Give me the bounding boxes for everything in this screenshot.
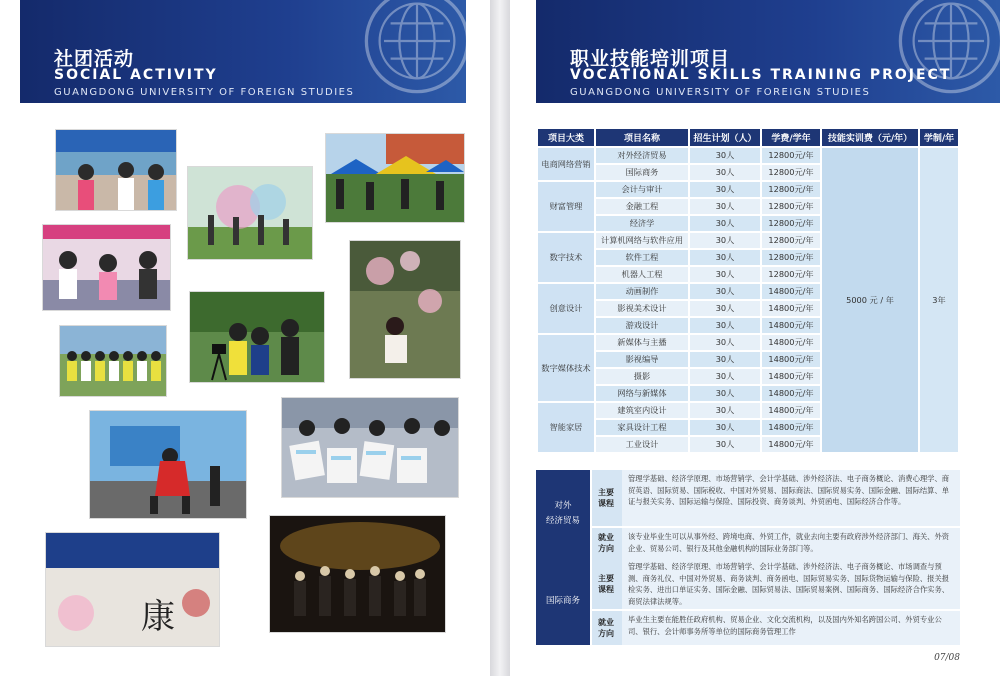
category-cell: 智能家居 (538, 403, 594, 452)
program-name-cell: 摄影 (596, 369, 688, 384)
career-row (592, 611, 960, 645)
table-body (538, 148, 958, 452)
tuition-cell: 14800元/年 (762, 352, 820, 367)
courses-row (592, 558, 960, 609)
left-page (0, 0, 490, 676)
career-row (592, 528, 960, 558)
header-duration: 学制/年 (920, 129, 958, 146)
tuition-cell: 14800元/年 (762, 437, 820, 452)
photo-placards (282, 398, 458, 497)
left-title-cn: 社团活动 (54, 48, 135, 70)
page-number: 07/08 (934, 653, 960, 663)
major-detail-block (536, 558, 960, 645)
program-name-cell: 游戏设计 (596, 318, 688, 333)
photo-handcraft (43, 225, 170, 310)
program-name-cell: 机器人工程 (596, 267, 688, 282)
header-program: 项目名称 (596, 129, 688, 146)
career-label: 就业 方向 (592, 611, 620, 645)
tuition-cell: 14800元/年 (762, 369, 820, 384)
photo-stage-dance (270, 516, 445, 632)
program-name-cell: 家具设计工程 (596, 420, 688, 435)
program-name-cell: 动画制作 (596, 284, 688, 299)
university-emblem-icon (896, 0, 1000, 96)
plan-cell: 30人 (690, 233, 760, 248)
tuition-cell: 12800元/年 (762, 233, 820, 248)
plan-cell: 30人 (690, 437, 760, 452)
plan-cell: 30人 (690, 403, 760, 418)
plan-cell: 30人 (690, 301, 760, 316)
courses-text: 管理学基础、经济学原理、市场营销学、会计学基础、涉外经济法、电子商务概论、消费心理学、商贸英语、国际贸易、国际税收、中国对外贸易、国际商法、国际贸易实务、国际金融、国际结算、单证与报关实务、国际运输与保险、国际投资、商务谈判、外贸函电、国际经济合作等。 (622, 470, 960, 526)
tuition-cell: 12800元/年 (762, 148, 820, 163)
plan-cell: 30人 (690, 182, 760, 197)
plan-cell: 30人 (690, 267, 760, 282)
category-cell: 财富管理 (538, 182, 594, 231)
program-name-cell: 经济学 (596, 216, 688, 231)
right-subtitle: GUANGDONG UNIVERSITY OF FOREIGN STUDIES (570, 87, 871, 98)
plan-cell: 30人 (690, 420, 760, 435)
major-detail-block (536, 470, 960, 558)
category-cell: 电商网络营销 (538, 148, 594, 180)
book-gutter (490, 0, 510, 676)
table-row (538, 148, 958, 163)
photo-blossom-tree (350, 241, 460, 378)
career-label: 就业 方向 (592, 528, 620, 558)
photo-calligraphy (46, 533, 219, 646)
plan-cell: 30人 (690, 284, 760, 299)
plan-cell: 30人 (690, 352, 760, 367)
plan-cell: 30人 (690, 165, 760, 180)
program-name-cell: 工业设计 (596, 437, 688, 452)
plan-cell: 30人 (690, 335, 760, 350)
career-text: 毕业生主要在能胜任政府机构、贸易企业、文化交流机构，以及国内外知名跨国公司、外贸专业公司、银行、会计师事务所等单位的国际商务管理工作 (622, 611, 960, 645)
program-name-cell: 对外经济贸易 (596, 148, 688, 163)
right-page (510, 0, 1000, 676)
tuition-cell: 12800元/年 (762, 267, 820, 282)
photo-booth-team (56, 130, 176, 210)
plan-cell: 30人 (690, 318, 760, 333)
courses-text: 管理学基础、经济学原理、市场营销学、会计学基础、涉外经济法、电子商务概论、市场调查与预测、商务礼仪、中国对外贸易、商务谈判、商务函电、国际贸易实务、国际货物运输与保险、报关报检实务、进出口单证实务、国际金融、国际贸易法、国际贸易案例、国际商务、国际经济合作实务、商贸法律法规等。 (622, 558, 960, 609)
courses-label: 主要 课程 (592, 470, 620, 526)
plan-cell: 30人 (690, 250, 760, 265)
plan-cell: 30人 (690, 216, 760, 231)
left-banner (20, 0, 466, 103)
plan-cell: 30人 (690, 369, 760, 384)
training-fee-cell: 5000 元 / 年 (822, 148, 918, 452)
photo-color-run (188, 167, 312, 259)
header-fee: 技能实训费（元/年） (822, 129, 918, 146)
header-plan: 招生计划（人） (690, 129, 760, 146)
major-name: 国际商务 (536, 558, 590, 645)
tuition-cell: 12800元/年 (762, 250, 820, 265)
tuition-cell: 12800元/年 (762, 216, 820, 231)
plan-cell: 30人 (690, 148, 760, 163)
courses-label: 主要 课程 (592, 558, 620, 609)
photo-campus-stalls (326, 134, 464, 222)
photo-interview (190, 292, 324, 382)
program-name-cell: 新媒体与主播 (596, 335, 688, 350)
category-cell: 创意设计 (538, 284, 594, 333)
right-title-cn: 职业技能培训项目 (570, 48, 731, 70)
left-subtitle: GUANGDONG UNIVERSITY OF FOREIGN STUDIES (54, 87, 355, 98)
svg-text:康: 康 (141, 597, 175, 637)
program-name-cell: 网络与新媒体 (596, 386, 688, 401)
courses-row (592, 470, 960, 526)
tuition-cell: 14800元/年 (762, 318, 820, 333)
program-name-cell: 国际商务 (596, 165, 688, 180)
program-name-cell: 建筑室内设计 (596, 403, 688, 418)
program-name-cell: 软件工程 (596, 250, 688, 265)
tuition-cell: 14800元/年 (762, 284, 820, 299)
header-category: 项目大类 (538, 129, 594, 146)
program-name-cell: 影视美术设计 (596, 301, 688, 316)
table-header-row (538, 129, 958, 146)
program-name-cell: 会计与审计 (596, 182, 688, 197)
tuition-cell: 12800元/年 (762, 182, 820, 197)
tuition-cell: 14800元/年 (762, 420, 820, 435)
right-title-en: VOCATIONAL SKILLS TRAINING PROJECT (570, 67, 952, 83)
university-emblem-icon (362, 0, 466, 96)
photo-breakdance (90, 411, 246, 518)
header-tuition: 学费/学年 (762, 129, 820, 146)
program-name-cell: 计算机网络与软件应用 (596, 233, 688, 248)
left-title-en: SOCIAL ACTIVITY (54, 67, 218, 83)
right-banner (536, 0, 1000, 103)
tuition-cell: 14800元/年 (762, 386, 820, 401)
major-name: 对外 经济贸易 (536, 470, 590, 558)
category-cell: 数字媒体技术 (538, 335, 594, 401)
tuition-cell: 14800元/年 (762, 335, 820, 350)
program-name-cell: 影视编导 (596, 352, 688, 367)
category-cell: 数字技术 (538, 233, 594, 282)
tuition-cell: 12800元/年 (762, 199, 820, 214)
duration-cell: 3年 (920, 148, 958, 452)
plan-cell: 30人 (690, 199, 760, 214)
program-table (536, 127, 960, 454)
program-name-cell: 金融工程 (596, 199, 688, 214)
tuition-cell: 14800元/年 (762, 301, 820, 316)
tuition-cell: 14800元/年 (762, 403, 820, 418)
photo-sports-team (60, 326, 166, 396)
tuition-cell: 12800元/年 (762, 165, 820, 180)
plan-cell: 30人 (690, 386, 760, 401)
career-text: 该专业毕业生可以从事外经、跨境电商、外贸工作，就业去向主要有政府涉外经济部门、海关、外资企业、贸易公司、银行及其他金融机构的国际业务部门等。 (622, 528, 960, 558)
